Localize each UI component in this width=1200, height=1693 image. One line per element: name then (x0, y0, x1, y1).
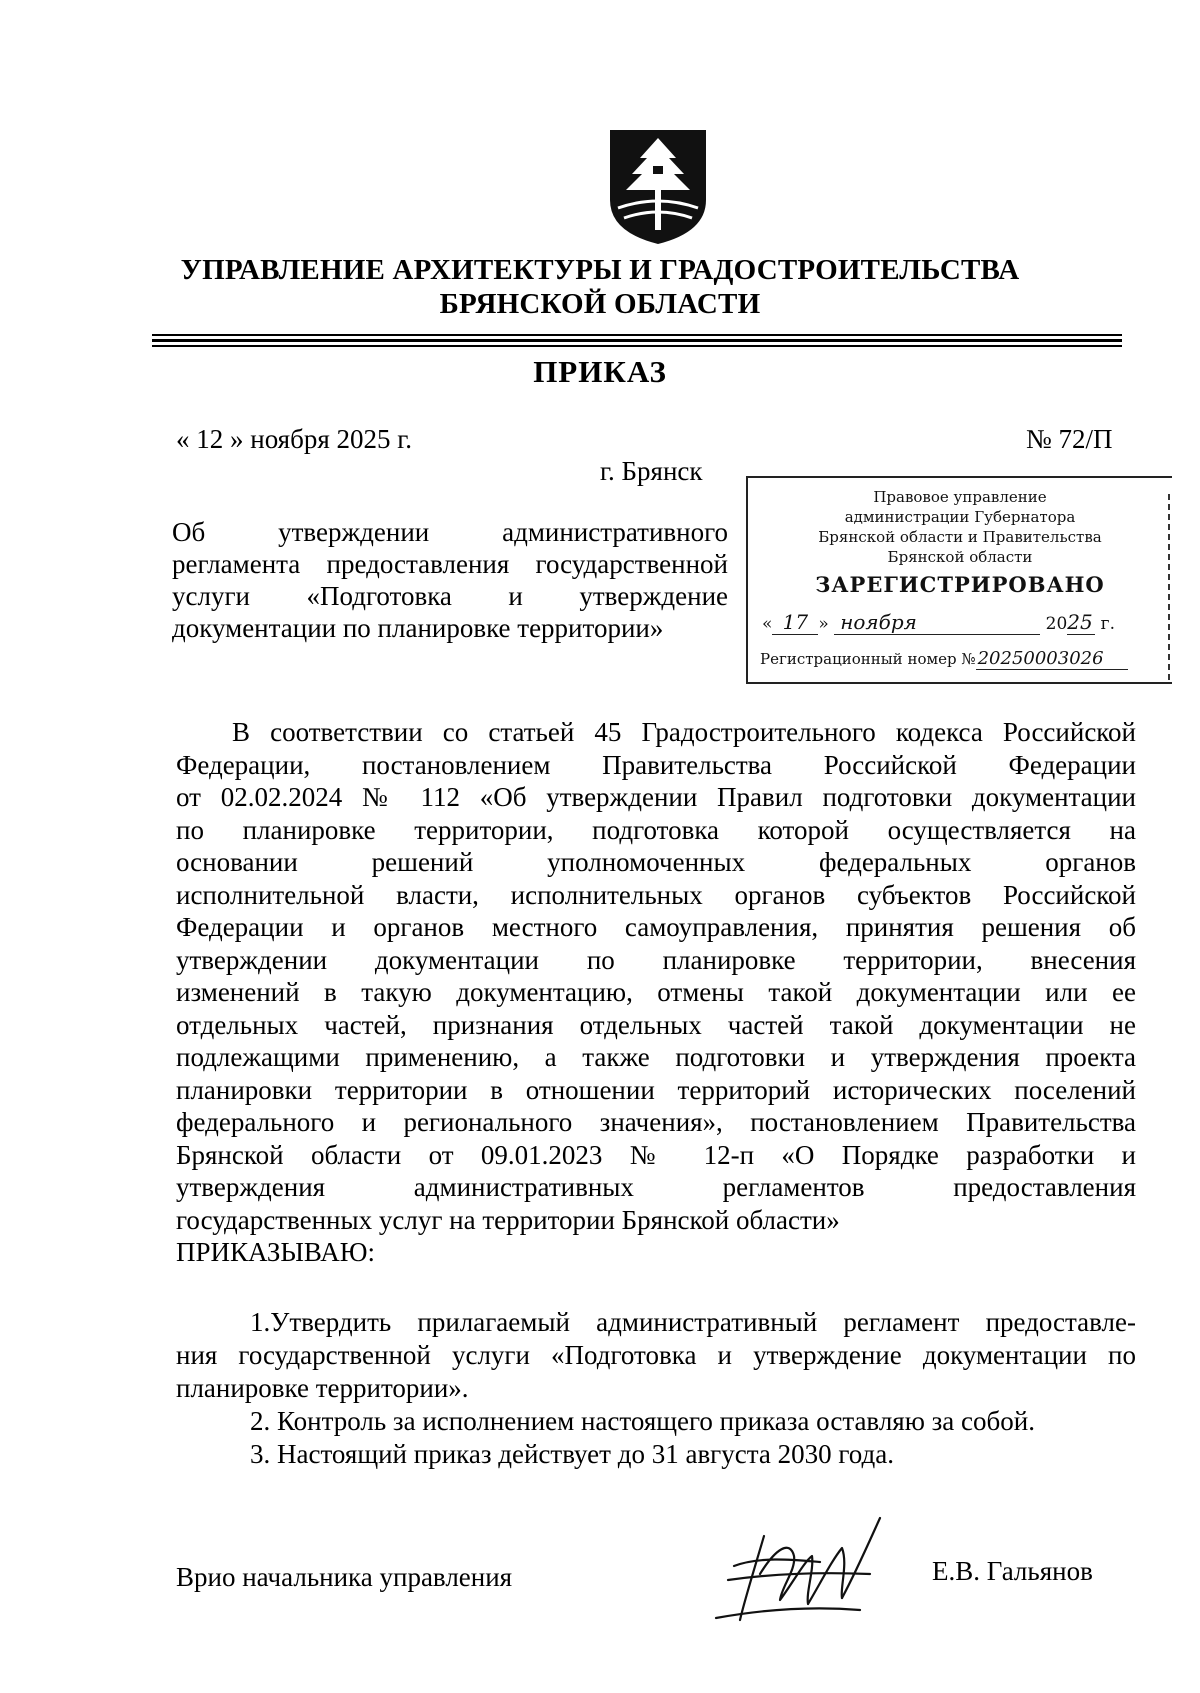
body-line: Брянской области от 09.01.2023 № 12-п «О Порядке разработки и (176, 1139, 1136, 1170)
stamp-line: администрации Губернатора (844, 508, 1076, 526)
stamp-registered-label: ЗАРЕГИСТРИРОВАНО (815, 572, 1105, 597)
body-line: от 02.02.2024 № 112 «Об утверждении Правил подготовки документации (176, 782, 1136, 812)
document-title: ПРИКАЗ (533, 354, 667, 389)
stamp-year-end: г. (1100, 614, 1115, 634)
order-subject (172, 516, 728, 644)
body-line: В соответствии со статьей 45 Градостроительного кодекса Российской (232, 717, 1136, 747)
body-line: утверждении документации по планировке территории, внесения (176, 944, 1136, 975)
body-line: по планировке территории, подготовка которой осуществляется на (176, 814, 1136, 845)
body-line: исполнительной власти, исполнительных органов субъектов Российской (176, 879, 1136, 910)
stamp-right-edge (1168, 494, 1170, 680)
stamp-year-suffix: 25 (1067, 610, 1095, 635)
body-line: подлежащими применению, а также подготовки и утверждения проекта (176, 1042, 1136, 1072)
body-line: утверждения административных регламентов предоставления (176, 1172, 1136, 1202)
order-items (176, 1306, 1136, 1471)
subject-line: услуги «Подготовка и утверждение (172, 581, 728, 611)
subject-line: Об утверждении административного (172, 517, 728, 547)
signatory-name: Е.В. Гальянов (932, 1556, 1093, 1586)
header-rule-thin-2 (152, 345, 1122, 347)
stamp-month: ноября (834, 610, 1040, 635)
body-line: Федерации и органов местного самоуправления, принятия решения об (176, 912, 1136, 942)
coat-of-arms-emblem (606, 128, 710, 246)
order-number: № 72/П (1026, 424, 1113, 454)
stamp-reg-number: 20250003026 (976, 648, 1128, 670)
item1-line: планировке территории». (176, 1373, 469, 1403)
subject-line: регламента предоставления государственной (172, 549, 728, 579)
item3: 3. Настоящий приказ действует до 31 августа 2030 года. (250, 1439, 894, 1469)
body-line: основании решений уполномоченных федеральных органов (176, 847, 1136, 877)
header-rule-thick (152, 339, 1122, 342)
stamp-year-prefix: 20 (1045, 614, 1068, 634)
stamp-line: Брянской области (887, 548, 1033, 566)
body-line: планировки территории в отношении территорий исторических поселений (176, 1074, 1136, 1105)
stamp-line: Брянской области и Правительства (818, 528, 1102, 546)
organization-name-line2: БРЯНСКОЙ ОБЛАСТИ (439, 288, 761, 320)
order-word: ПРИКАЗЫВАЮ: (176, 1237, 375, 1267)
body-line: отдельных частей, признания отдельных частей такой документации не (176, 1009, 1136, 1040)
order-date: « 12 » ноября 2025 г. (176, 424, 413, 454)
stamp-day: 17 (772, 610, 818, 635)
stamp-reg-label: Регистрационный номер № (760, 650, 976, 668)
registration-stamp (746, 476, 1172, 684)
signatory-position: Врио начальника управления (176, 1562, 513, 1592)
preamble-paragraph (176, 716, 1136, 1269)
body-line: государственных услуг на территории Брянской области» (176, 1204, 840, 1235)
order-city: г. Брянск (600, 456, 703, 486)
header-rule-thin (152, 334, 1122, 336)
organization-name-line1: УПРАВЛЕНИЕ АРХИТЕКТУРЫ И ГРАДОСТРОИТЕЛЬСТВА (180, 254, 1020, 286)
handwritten-signature (700, 1500, 910, 1630)
body-line: изменений в такую документацию, отмены такой документации или ее (176, 977, 1136, 1007)
stamp-line: Правовое управление (873, 488, 1047, 506)
stamp-date-row: « 17 » ноября 2025 г. (762, 610, 1115, 634)
body-line: Федерации, постановлением Правительства Российской Федерации (176, 749, 1136, 780)
stamp-reg-row (748, 648, 1184, 670)
subject-line: документации по планировке территории» (172, 613, 664, 643)
item2: 2. Контроль за исполнением настоящего приказа оставляю за собой. (250, 1406, 1035, 1436)
item1-line: 1.Утвердить прилагаемый административный регламент предоставле- (250, 1307, 1136, 1337)
body-line: федерального и регионального значения», постановлением Правительства (176, 1107, 1136, 1137)
item1-line: ния государственной услуги «Подготовка и утверждение документации по (176, 1340, 1136, 1370)
